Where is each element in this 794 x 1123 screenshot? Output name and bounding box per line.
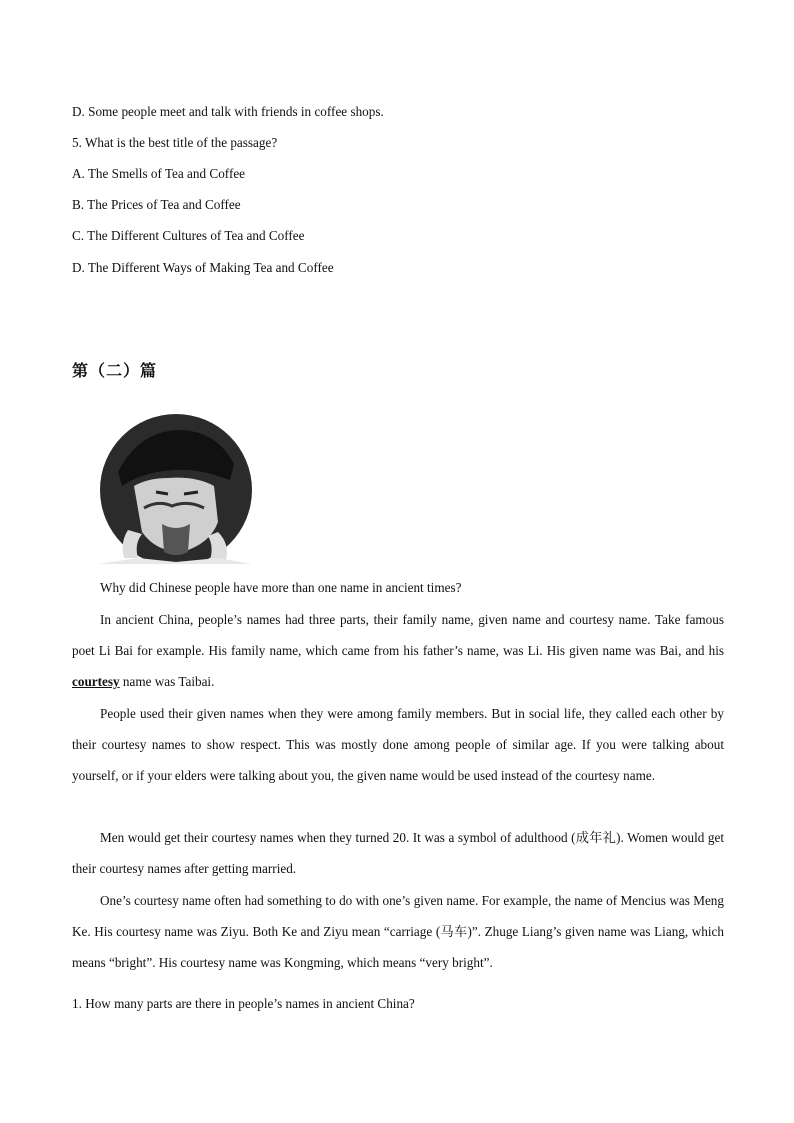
section-heading: 第（二）篇: [72, 361, 158, 380]
passage-intro: Why did Chinese people have more than one name in ancient times?: [100, 580, 462, 595]
passage-paragraph-2: People used their given names when they were among family members. But in social life, they called each other by their courtesy names to show respect. This was mostly done among people of similar age. If you were talking about yourself, or if your elders were talking about you, the given name would be used instead of the courtesy name.: [72, 706, 724, 783]
passage-paragraph-1: [72, 604, 724, 697]
p1-text-before: In ancient China, people’s names had three parts, their family name, given name and courtesy name. Take famous poet Li Bai for example. His family name, which came from his father’s name, was Li. His given name was Bai, and his: [72, 612, 724, 658]
question-5-option-b: B. The Prices of Tea and Coffee: [72, 197, 241, 212]
courtesy-keyword: courtesy: [72, 674, 120, 689]
question-4-option-d: D. Some people meet and talk with friends in coffee shops.: [72, 104, 384, 119]
passage-paragraph-4: One’s courtesy name often had something to do with one’s given name. For example, the name of Mencius was Meng Ke. His courtesy name was Ziyu. Both Ke and Ziyu mean “carriage (马车)”. Zhuge Liang’s given name was Liang, which means “bright”. His courtesy name was Kongming, which means “very bright”.: [72, 893, 724, 970]
question-5-option-a: A. The Smells of Tea and Coffee: [72, 166, 246, 181]
question-5-option-c: C. The Different Cultures of Tea and Coffee: [72, 228, 305, 243]
question-5: 5. What is the best title of the passage?: [72, 135, 278, 150]
passage-paragraph-3: Men would get their courtesy names when they turned 20. It was a symbol of adulthood (成年礼). Women would get their courtesy names after getting married.: [72, 830, 724, 876]
p1-text-after: name was Taibai.: [119, 674, 215, 689]
question-1: 1. How many parts are there in people’s names in ancient China?: [72, 996, 415, 1011]
question-5-option-d: D. The Different Ways of Making Tea and Coffee: [72, 260, 334, 275]
li-bai-portrait-image: [98, 412, 252, 564]
